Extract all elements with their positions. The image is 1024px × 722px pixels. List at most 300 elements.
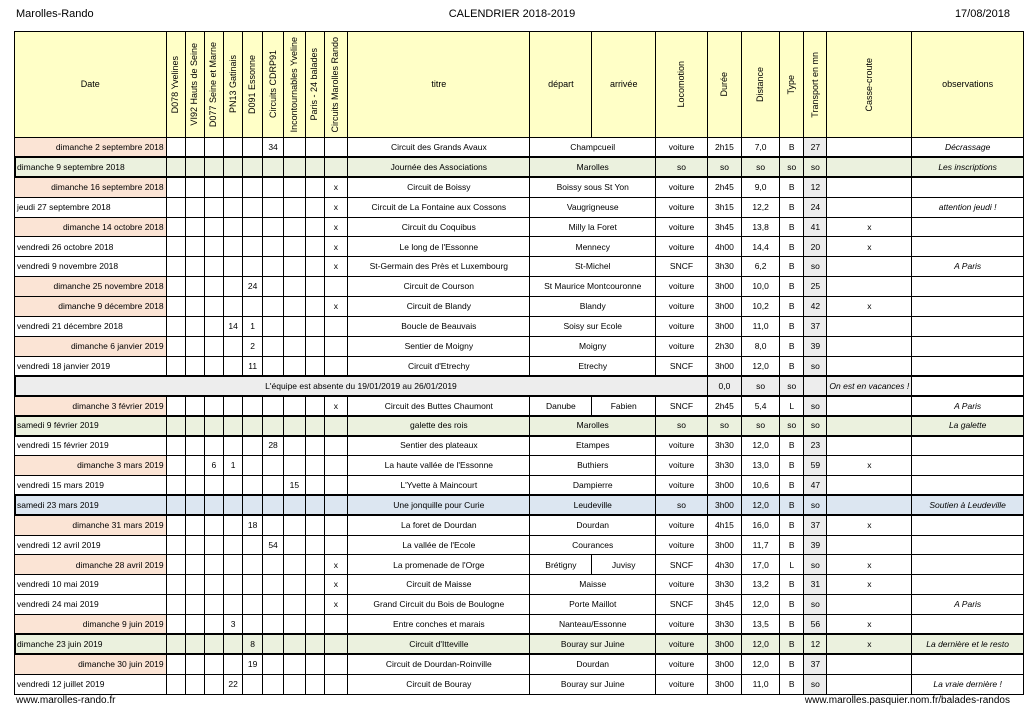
cell-vi92 [185,237,204,257]
cell-type: B [780,356,804,376]
cell-date: dimanche 6 janvier 2019 [15,336,167,356]
cell-depart: Danube [530,396,592,416]
cell-observations [912,555,1024,575]
cell-transport: 37 [804,515,827,535]
cell-type: B [780,177,804,197]
cell-transport: 59 [804,456,827,476]
cell-marolles [324,456,348,476]
cell-marolles [324,475,348,495]
cell-date: vendredi 10 mai 2019 [15,575,167,595]
cell-transport: 12 [804,634,827,654]
cell-casse-croute: x [827,217,912,237]
cell-transport: so [804,595,827,615]
cell-casse-croute [827,138,912,158]
col-cdrp: Circuits CDRP91 [262,32,283,138]
cell-date: dimanche 31 mars 2019 [15,515,167,535]
cell-paris [305,416,324,436]
cell-incontournables [284,237,305,257]
cell-pn13 [223,436,243,456]
cell-cdrp [262,615,283,635]
cell-marolles [324,535,348,555]
cell-paris [305,634,324,654]
cell-vi92 [185,654,204,674]
cell-transport: so [804,356,827,376]
cell-titre: La promenade de l'Orge [348,555,530,575]
cell-observations [912,177,1024,197]
cell-d077 [204,157,223,177]
cell-incontournables [284,356,305,376]
table-row [15,555,1024,575]
cell-type: L [780,555,804,575]
table-row [15,297,1024,317]
cell-d077 [204,475,223,495]
cell-observations [912,297,1024,317]
cell-incontournables [284,535,305,555]
cell-pn13 [223,336,243,356]
cell-titre: La vallée de l'Ecole [348,535,530,555]
cell-transport: 42 [804,297,827,317]
col-distance: Distance [741,32,779,138]
cell-observations [912,356,1024,376]
cell-d077 [204,257,223,277]
cell-vi92 [185,575,204,595]
cell-lieu: Leudeville [530,495,656,515]
cell-vi92 [185,595,204,615]
cell-type: L [780,396,804,416]
table-row [15,575,1024,595]
cell-titre: Circuit de Blandy [348,297,530,317]
cell-type: B [780,575,804,595]
cell-observations: Soutien à Leudeville [912,495,1024,515]
cell-paris [305,555,324,575]
cell-duree: so [707,416,741,436]
cell-date: dimanche 16 septembre 2018 [15,177,167,197]
cell-locomotion: voiture [656,138,708,158]
cell-casse-croute [827,316,912,336]
cell-titre: L'Yvette à Maincourt [348,475,530,495]
cell-d078 [166,436,185,456]
cell-titre: St-Germain des Près et Luxembourg [348,257,530,277]
cell-marolles [324,495,348,515]
cell-d091 [243,217,263,237]
cell-marolles [324,436,348,456]
cell-date: jeudi 27 septembre 2018 [15,197,167,217]
cell-paris [305,197,324,217]
cell-paris [305,575,324,595]
cell-marolles [324,416,348,436]
cell-paris [305,237,324,257]
cell-incontournables [284,615,305,635]
cell-duree: 3h30 [707,436,741,456]
cell-casse-croute [827,197,912,217]
cell-paris [305,356,324,376]
cell-paris [305,297,324,317]
cell-observations [912,575,1024,595]
cell-vi92 [185,356,204,376]
cell-transport: 47 [804,475,827,495]
cell-type: B [780,336,804,356]
cell-type: so [741,376,779,396]
cell-type: so [780,157,804,177]
cell-duree: 3h00 [707,654,741,674]
cell-titre: Circuit de Boissy [348,177,530,197]
col-pn13: PN13 Gatinais [223,32,243,138]
cell-pn13 [223,416,243,436]
cell-marolles [324,615,348,635]
cell-casse-croute [827,336,912,356]
cell-pn13 [223,356,243,376]
cell-titre: La foret de Dourdan [348,515,530,535]
table-row [15,138,1024,158]
cell-marolles [324,316,348,336]
cell-date: dimanche 25 novembre 2018 [15,277,167,297]
cell-date: dimanche 30 juin 2019 [15,654,167,674]
cell-distance: 11,0 [741,674,779,694]
cell-cdrp [262,456,283,476]
cell-casse-croute [827,495,912,515]
cell-marolles: x [324,297,348,317]
cell-casse-croute: x [827,297,912,317]
cell-locomotion: SNCF [656,555,708,575]
cell-observations [912,277,1024,297]
cell-paris [305,495,324,515]
cell-casse-croute [827,436,912,456]
cell-observations: La dernière et le resto [912,634,1024,654]
cell-d077 [204,436,223,456]
cell-d078 [166,217,185,237]
cell-locomotion: SNCF [656,595,708,615]
table-row [15,237,1024,257]
cell-titre: Journée des Associations [348,157,530,177]
cell-duree: 3h00 [707,356,741,376]
cell-date: vendredi 12 avril 2019 [15,535,167,555]
cell-incontournables [284,138,305,158]
cell-pn13 [223,217,243,237]
cell-distance: 14,4 [741,237,779,257]
cell-duree: 3h00 [707,316,741,336]
cell-date: dimanche 3 février 2019 [15,396,167,416]
cell-casse-croute [827,396,912,416]
cell-d091 [243,535,263,555]
cell-observations [912,336,1024,356]
cell-casse-croute [827,356,912,376]
cell-locomotion: voiture [656,615,708,635]
cell-casse-croute [827,654,912,674]
cell-distance: so [741,157,779,177]
cell-casse-croute: x [827,555,912,575]
cell-d078 [166,475,185,495]
cell-pn13 [223,396,243,416]
cell-vi92 [185,674,204,694]
cell-pn13 [223,495,243,515]
cell-lieu: Blandy [530,297,656,317]
col-casse-croute: Casse-croute [827,32,912,138]
col-vi92: VI92 Hauts de Seine [185,32,204,138]
cell-type: B [780,495,804,515]
cell-type: B [780,615,804,635]
cell-lieu: Maisse [530,575,656,595]
cell-d077 [204,615,223,635]
cell-transport: 23 [804,436,827,456]
cell-marolles: x [324,396,348,416]
cell-duree: 3h00 [707,634,741,654]
cell-d078 [166,257,185,277]
cell-cdrp [262,217,283,237]
cell-d078 [166,416,185,436]
cell-incontournables [284,277,305,297]
cell-casse-croute [827,595,912,615]
cell-titre: Circuit des Grands Avaux [348,138,530,158]
cell-d091 [243,297,263,317]
cell-date: dimanche 14 octobre 2018 [15,217,167,237]
cell-observations: La galette [912,416,1024,436]
cell-casse-croute: x [827,575,912,595]
cell-observations: A Paris [912,396,1024,416]
cell-observations: La vraie dernière ! [912,674,1024,694]
cell-date: vendredi 15 mars 2019 [15,475,167,495]
cell-cdrp [262,515,283,535]
cell-cdrp [262,316,283,336]
cell-distance: 17,0 [741,555,779,575]
cell-vi92 [185,316,204,336]
cell-lieu: Bouray sur Juine [530,634,656,654]
table-row [15,634,1024,654]
cell-transport: so [804,555,827,575]
cell-transport: so [804,157,827,177]
cell-d078 [166,316,185,336]
cell-locomotion: voiture [656,674,708,694]
cell-paris [305,615,324,635]
cell-d077 [204,495,223,515]
cell-incontournables [284,396,305,416]
cell-observations: Décrassage [912,138,1024,158]
cell-d077 [204,396,223,416]
cell-pn13 [223,197,243,217]
cell-date: dimanche 9 juin 2019 [15,615,167,635]
cell-lieu: Dourdan [530,515,656,535]
cell-vi92 [185,475,204,495]
cell-locomotion: voiture [656,277,708,297]
cell-vi92 [185,456,204,476]
cell-duree: 3h30 [707,257,741,277]
cell-casse-croute [827,157,912,177]
cell-d077 [204,177,223,197]
cell-paris [305,177,324,197]
col-transport: Transport en mn [804,32,827,138]
cell-d091: 8 [243,634,263,654]
cell-vi92 [185,177,204,197]
cell-type: B [780,456,804,476]
cell-distance: 11,0 [741,316,779,336]
cell-locomotion: voiture [656,217,708,237]
cell-duree: 3h30 [707,575,741,595]
cell-transport: 31 [804,575,827,595]
cell-titre: Grand Circuit du Bois de Boulogne [348,595,530,615]
cell-lieu: Vaugrigneuse [530,197,656,217]
cell-transport: so [804,674,827,694]
cell-pn13 [223,177,243,197]
cell-duree: 3h00 [707,495,741,515]
col-marolles: Circuits Marolles Rando [324,32,348,138]
cell-paris [305,475,324,495]
cell-d091 [243,674,263,694]
cell-distance: 10,2 [741,297,779,317]
cell-vi92 [185,297,204,317]
cell-incontournables [284,416,305,436]
cell-duree: 2h45 [707,177,741,197]
cell-type: B [780,595,804,615]
cell-transport: so [804,396,827,416]
cell-vi92 [185,197,204,217]
cell-transport: 41 [804,217,827,237]
cell-observations: A Paris [912,257,1024,277]
cell-observations: On est en vacances ! [827,376,912,396]
cell-type: B [780,257,804,277]
cell-lieu: Etampes [530,436,656,456]
cell-cdrp [262,396,283,416]
cell-marolles [324,336,348,356]
cell-casse-croute: x [827,634,912,654]
cell-arrivee: Juvisy [592,555,656,575]
cell-d078 [166,177,185,197]
cell-lieu: Milly la Foret [530,217,656,237]
cell-duree: 3h00 [707,674,741,694]
cell-type: B [780,674,804,694]
cell-duree: 4h15 [707,515,741,535]
cell-lieu: Moigny [530,336,656,356]
cell-observations [912,535,1024,555]
cell-d078 [166,634,185,654]
cell-d091 [243,138,263,158]
table-row [15,475,1024,495]
cell-distance: 0,0 [707,376,741,396]
footer-url-link[interactable]: www.marolles.pasquier.nom.fr/balades-randos [804,695,1010,706]
cell-distance: 13,0 [741,456,779,476]
cell-casse-croute [804,376,827,396]
cell-transport: 27 [804,138,827,158]
cell-cdrp [262,555,283,575]
cell-d078 [166,396,185,416]
cell-d091 [243,197,263,217]
cell-distance: 10,6 [741,475,779,495]
cell-incontournables [284,555,305,575]
cell-paris [305,396,324,416]
cell-marolles [324,138,348,158]
cell-d077 [204,217,223,237]
cell-pn13 [223,277,243,297]
cell-d077 [204,316,223,336]
cell-vi92 [185,336,204,356]
cell-incontournables [284,336,305,356]
cell-date: vendredi 12 juillet 2019 [15,674,167,694]
cell-duree: 3h45 [707,595,741,615]
cell-incontournables [284,257,305,277]
cell-locomotion: voiture [656,316,708,336]
cell-depart: Brétigny [530,555,592,575]
cell-d078 [166,615,185,635]
cell-d091 [243,555,263,575]
cell-observations: Les inscriptions [912,157,1024,177]
cell-locomotion: SNCF [656,257,708,277]
cell-cdrp [262,257,283,277]
cell-lieu: Mennecy [530,237,656,257]
cell-titre: Sentier de Moigny [348,336,530,356]
cell-vi92 [185,277,204,297]
cell-type: B [780,316,804,336]
table-row [15,217,1024,237]
cell-d078 [166,277,185,297]
cell-observations [912,237,1024,257]
cell-pn13 [223,595,243,615]
table-row [15,615,1024,635]
cell-cdrp: 54 [262,535,283,555]
col-incontournables: Incontournables Yveline [284,32,305,138]
cell-d078 [166,237,185,257]
cell-type: so [780,416,804,436]
cell-type: B [780,277,804,297]
cell-incontournables [284,654,305,674]
cell-cdrp [262,634,283,654]
cell-paris [305,456,324,476]
cell-duree: 3h45 [707,217,741,237]
col-locomotion: Locomotion [656,32,708,138]
cell-casse-croute [827,674,912,694]
cell-casse-croute [827,177,912,197]
cell-date: dimanche 23 juin 2019 [15,634,167,654]
cell-vi92 [185,138,204,158]
cell-transport: 24 [804,197,827,217]
cell-pn13 [223,138,243,158]
cell-type: B [780,475,804,495]
cell-locomotion: voiture [656,535,708,555]
cell-paris [305,595,324,615]
table-row [15,495,1024,515]
cell-observations [912,456,1024,476]
cell-distance: 12,0 [741,595,779,615]
cell-casse-croute [827,535,912,555]
cell-cdrp [262,356,283,376]
cell-transport: so [804,495,827,515]
col-arrivee: arrivée [592,32,656,138]
cell-distance: 6,2 [741,257,779,277]
cell-duree: 3h00 [707,297,741,317]
cell-casse-croute [827,257,912,277]
cell-paris [305,316,324,336]
cell-titre: Circuit de Dourdan-Roinville [348,654,530,674]
cell-titre: Sentier des plateaux [348,436,530,456]
cell-paris [305,217,324,237]
cell-transport: 20 [804,237,827,257]
cell-observations [912,654,1024,674]
cell-date: samedi 23 mars 2019 [15,495,167,515]
cell-marolles: x [324,257,348,277]
table-row [15,515,1024,535]
cell-locomotion: voiture [656,177,708,197]
cell-d077 [204,197,223,217]
cell-lieu: Courances [530,535,656,555]
footer-site-link[interactable]: www.marolles-rando.fr [16,695,116,706]
cell-marolles: x [324,217,348,237]
table-row [15,535,1024,555]
cell-d091: 18 [243,515,263,535]
cell-d091 [243,237,263,257]
cell-distance: 12,0 [741,495,779,515]
cell-vi92 [185,634,204,654]
cell-lieu: Marolles [530,157,656,177]
cell-vi92 [185,416,204,436]
cell-distance: 13,2 [741,575,779,595]
cell-titre: Le long de l'Essonne [348,237,530,257]
